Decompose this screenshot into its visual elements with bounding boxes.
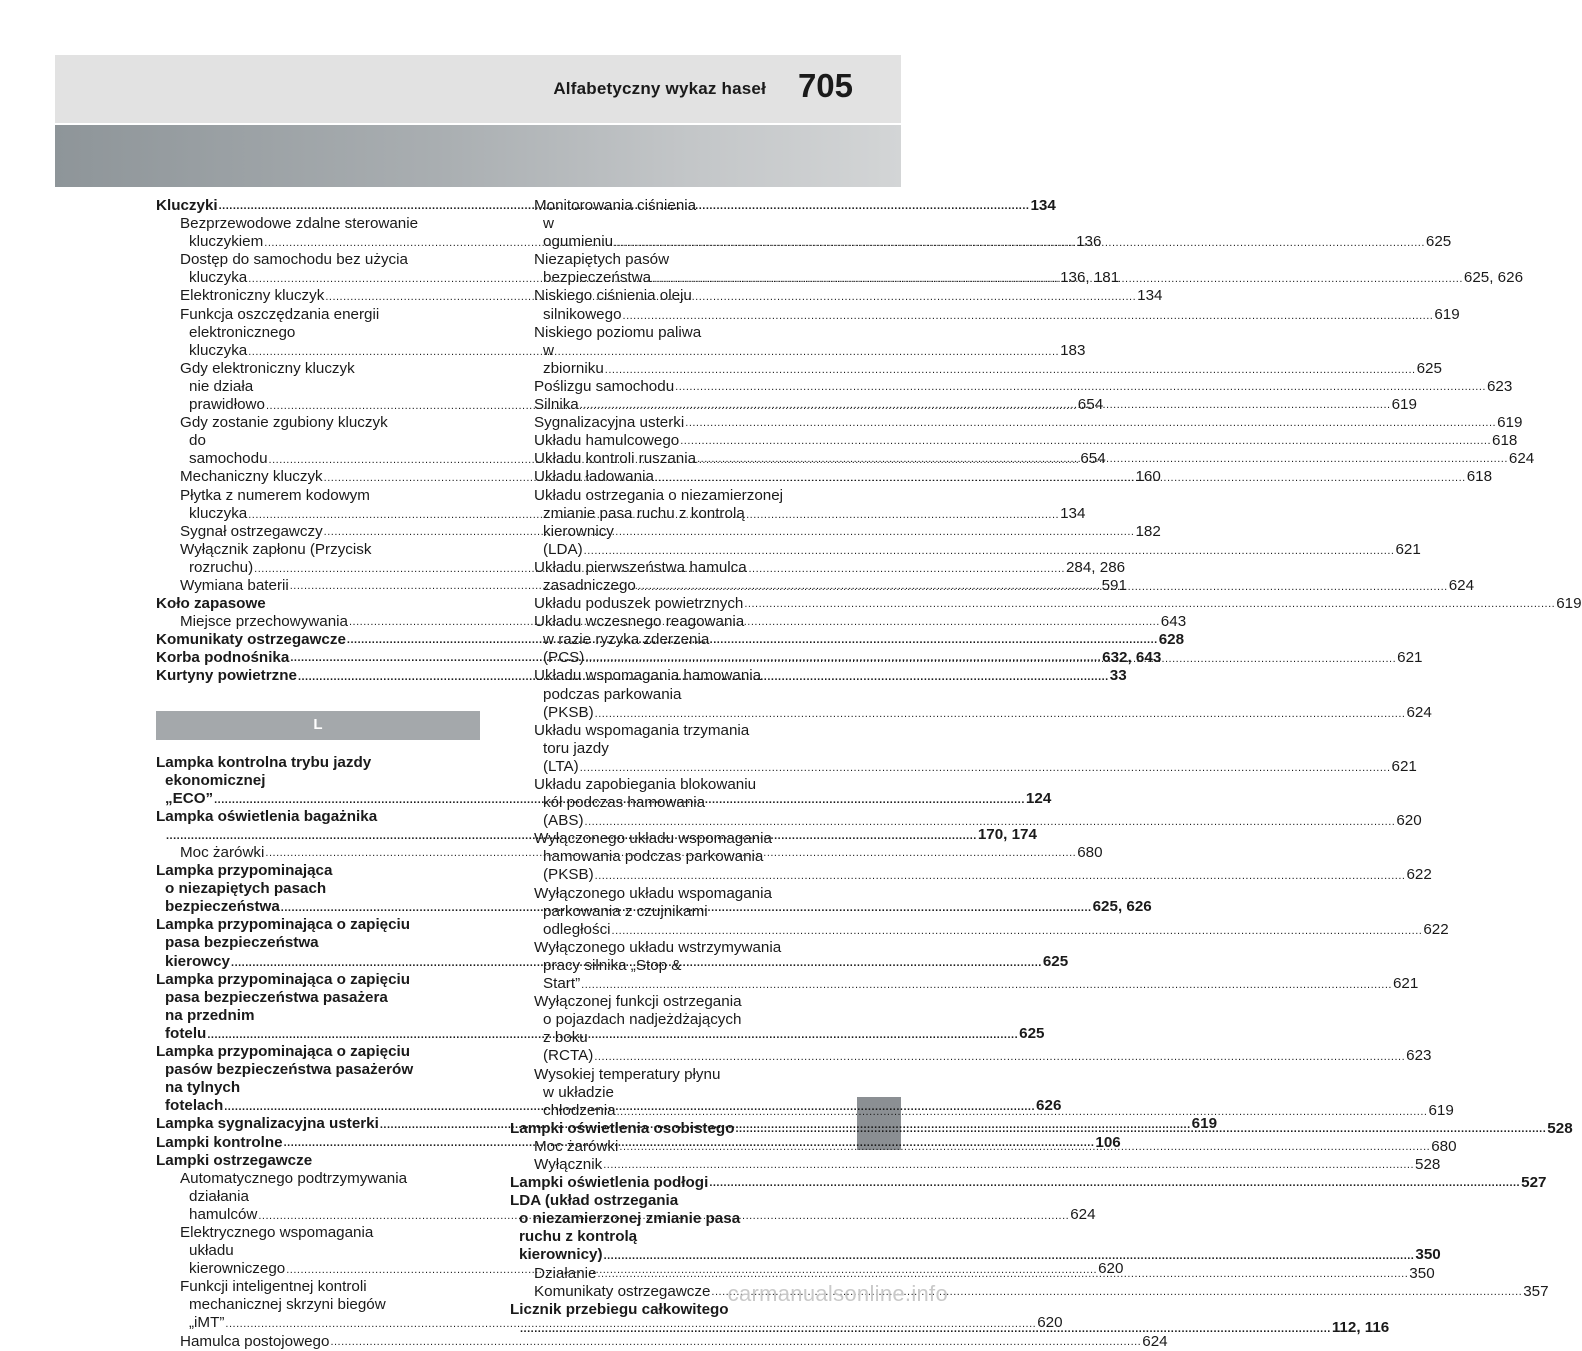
index-entry-text: podczas parkowania (PKSB) — [543, 685, 682, 721]
index-entry-text: Korba podnośnika — [156, 649, 290, 667]
header-title: Alfabetyczny wykaz haseł — [553, 79, 766, 98]
page-reference: 350 — [1409, 1264, 1435, 1282]
page-reference: 619 — [1391, 396, 1417, 414]
page-reference: 621 — [1392, 975, 1419, 993]
index-entry-text: na przednim fotelu — [165, 1006, 255, 1042]
dot-leader — [655, 472, 1466, 484]
dot-leader — [735, 1123, 1546, 1135]
index-entry-text: (PKSB) — [543, 866, 594, 884]
index-entry-text: w razie ryzyka zderzenia — [543, 631, 710, 649]
index-entry-text: bezpieczeństwa — [165, 898, 280, 916]
index-entry-text: Lampki ostrzegawcze — [156, 1151, 313, 1169]
dot-leader — [604, 1250, 1415, 1262]
index-entry-text: Monitorowania ciśnienia — [534, 197, 697, 214]
page-reference: 134 — [1137, 287, 1163, 305]
page-number: 705 — [797, 67, 853, 104]
index-entry-text: Automatycznego podtrzymywania — [180, 1169, 408, 1187]
page-reference: 620 — [1098, 1260, 1124, 1278]
dot-leader — [612, 925, 1423, 937]
index-entry-text: działania hamulców — [189, 1187, 258, 1223]
index-entry-text: Układu ładowania — [534, 468, 654, 486]
index-entry-text: Gdy elektroniczny kluczyk — [180, 359, 355, 377]
index-entry-text: kluczykiem — [189, 233, 264, 251]
page-reference: 619 — [1428, 1101, 1454, 1119]
dot-leader — [619, 1141, 1430, 1153]
dot-leader — [580, 399, 1391, 411]
index-entry-text: Wyłączonego układu wspomagania — [534, 830, 772, 848]
index-entry — [156, 1152, 470, 1170]
page-reference: 106 — [1095, 1133, 1121, 1151]
page-reference: 528 — [1415, 1155, 1441, 1173]
page-reference: 112, 116 — [1331, 1318, 1390, 1336]
page-reference: 625, 626 — [1092, 898, 1152, 916]
index-entry-text: nie działa prawidłowo — [189, 377, 265, 414]
page-reference: 626 — [1036, 1097, 1062, 1115]
page-reference: 628 — [1158, 631, 1185, 649]
index-entry-text: Lampka przypominająca o zapięciu — [156, 1043, 411, 1061]
index-entry-text: kluczyka — [189, 504, 248, 522]
index-entry-text: Lampka kontrolna trybu jazdy — [156, 753, 372, 771]
page-reference: 622 — [1406, 866, 1432, 884]
page-reference: 621 — [1391, 757, 1417, 775]
index-entry-text: Funkcji inteligentnej kontroli — [180, 1278, 367, 1296]
index-entry-text: Elektroniczny kluczyk — [180, 287, 325, 305]
section-letter: L — [313, 715, 323, 733]
page-reference: 680 — [1077, 844, 1103, 861]
index-entry-text: Lampka oświetlenia bagażnika — [156, 807, 378, 825]
dot-leader — [584, 545, 1395, 557]
page-reference: 624 — [1070, 1205, 1096, 1223]
index-entry-text: Moc żarówki — [534, 1137, 619, 1155]
page-reference: 623 — [1486, 377, 1513, 395]
index-entry-text: Poślizgu samochodu — [534, 377, 675, 395]
page-reference: 625 — [1019, 1024, 1045, 1042]
index-entry-text: Niskiego ciśnienia oleju — [534, 287, 692, 305]
decorative-banner — [55, 125, 901, 187]
dot-leader — [581, 979, 1392, 991]
dot-leader — [680, 435, 1491, 447]
index-entry-text: pasów bezpieczeństwa pasażerów — [165, 1061, 414, 1079]
index-entry-text: LDA (układ ostrzegania — [510, 1192, 679, 1210]
index-entry-text: Gdy zostanie zgubiony kluczyk — [180, 414, 388, 432]
dot-leader — [330, 1336, 1141, 1348]
index-entry-text: ruchu z kontrolą kierownicy) — [519, 1228, 638, 1264]
index-entry-text: Wymiana baterii — [180, 576, 289, 594]
page-reference: 643 — [1160, 613, 1187, 631]
index-entry-text: Lampki oświetlenia osobistego — [510, 1119, 735, 1137]
dot-leader — [623, 310, 1434, 322]
index-entry — [510, 1155, 1441, 1174]
dot-leader — [617, 1106, 1428, 1118]
index-entry-text: o niezapiętych pasach — [165, 880, 327, 898]
index-entry-text: Koło zapasowe — [156, 595, 266, 613]
index-entry — [510, 595, 1582, 613]
page-reference: 680 — [1431, 1137, 1457, 1155]
index-entry — [510, 377, 1513, 396]
index-entry-text: Układu wspomagania trzymania — [534, 721, 750, 739]
page-reference: 591 — [1101, 576, 1127, 594]
dot-leader — [697, 453, 1508, 465]
index-entry — [510, 721, 1417, 776]
index-entry-text: Wyłącznik zapłonu (Przycisk — [180, 540, 372, 558]
page-reference: 284, 286 — [1065, 558, 1126, 576]
index-entry-text: zmianie pasa ruchu z kontrolą — [543, 504, 745, 522]
page-reference: 620 — [1396, 812, 1422, 830]
page-reference: 170, 174 — [977, 825, 1037, 843]
page-reference: 622 — [1423, 920, 1449, 938]
dot-leader — [675, 381, 1486, 393]
dot-leader — [520, 1323, 1331, 1335]
index-entry-text: w układzie chłodzenia — [543, 1083, 616, 1119]
page-reference: 160 — [1135, 468, 1161, 486]
index-entry-text: Silnika — [534, 396, 579, 414]
dot-leader — [595, 708, 1406, 720]
index-entry-text: Funkcja oszczędzania energii — [180, 305, 380, 323]
dot-leader — [709, 1177, 1520, 1189]
page-reference: 619 — [1191, 1115, 1218, 1133]
index-entry — [510, 1174, 1547, 1192]
page-reference: 624 — [1406, 703, 1432, 721]
page-reference: 136, 181 — [1060, 269, 1120, 287]
dot-leader — [585, 816, 1396, 828]
index-entry-text: Komunikaty ostrzegawcze — [534, 1282, 711, 1300]
index-entry-text: zasadniczego — [543, 576, 636, 594]
dot-leader — [744, 598, 1555, 610]
dot-leader — [637, 581, 1448, 593]
index-entry-text: ekonomicznej „ECO” — [165, 771, 266, 807]
index-entry-text: mechanicznej skrzyni biegów — [189, 1296, 386, 1314]
index-entry-text: Układu hamulcowego — [534, 432, 680, 450]
index-entry-text: Płytka z numerem kodowym — [180, 486, 370, 504]
page-reference: 183 — [1060, 341, 1086, 359]
page-reference: 654 — [1077, 396, 1104, 414]
index-entry-text: Komunikaty ostrzegawcze — [156, 631, 346, 649]
index-entry-text: Sygnalizacyjna usterki — [534, 414, 685, 432]
index-entry-text: hamowania podczas parkowania — [543, 848, 764, 866]
index-entry-text: Lampka sygnalizacyjna usterki — [156, 1115, 379, 1133]
index-entry-text: Wyłącznik — [534, 1155, 603, 1173]
index-entry-text: Układu ostrzegania o niezamierzonej — [534, 486, 784, 504]
section-letter-bar — [156, 711, 480, 740]
index-entry — [510, 432, 1518, 450]
index-entry-text: pracy silnika „Stop & Start” — [543, 956, 682, 993]
index-entry — [510, 414, 1523, 432]
index-entry-text: Sygnał ostrzegawczy — [180, 522, 323, 540]
index-entry-text: Licznik przebiegu całkowitego — [510, 1300, 729, 1318]
index-entry-text: Lampka przypominająca o zapięciu — [156, 970, 411, 988]
page-reference: 618 — [1492, 432, 1518, 450]
page-reference: 182 — [1135, 522, 1161, 540]
index-entry — [156, 1332, 1168, 1351]
index-entry-text: w ogumieniu — [543, 215, 614, 251]
index-entry-text: Elektrycznego wspomagania — [180, 1223, 374, 1241]
page-reference: 625, 626 — [1463, 269, 1524, 287]
page-reference: 632, 643 — [1102, 649, 1162, 667]
index-entry-text: pasa bezpieczeństwa pasażera — [165, 988, 388, 1006]
index-entry-text: Układu kontroli ruszania — [534, 450, 697, 468]
index-entry-text: Lampki kontrolne — [156, 1133, 283, 1151]
index-entry-text: Lampka przypominająca — [156, 862, 333, 880]
index-entry-text: Mechaniczny kluczyk — [180, 468, 323, 486]
index-entry-text: Wysokiej temperatury płynu — [534, 1065, 721, 1083]
page-reference: 619 — [1556, 595, 1582, 613]
page-reference: 624 — [1142, 1332, 1168, 1350]
index-entry-text: odległości — [543, 920, 611, 938]
page-reference: 620 — [1037, 1314, 1063, 1332]
page-reference: 621 — [1395, 540, 1421, 558]
index-entry-text: do samochodu — [189, 432, 268, 468]
index-entry-text: kół podczas hamowania (ABS) — [543, 794, 706, 830]
index-entry-text: kluczyka — [189, 269, 248, 287]
dot-leader — [585, 653, 1396, 665]
dot-leader — [603, 1159, 1414, 1171]
page-reference: 619 — [1497, 414, 1523, 432]
index-entry-text: układu kierowniczego — [189, 1242, 286, 1278]
index-entry-text: Lampka przypominająca o zapięciu — [156, 916, 411, 934]
page-reference: 357 — [1523, 1282, 1549, 1300]
index-entry-text: Działanie — [534, 1264, 597, 1282]
index-entry-text: Hamulca postojowego — [180, 1332, 330, 1350]
index-entry-text: kierownicy (LDA) — [543, 522, 614, 558]
page-reference: 136 — [1076, 233, 1102, 251]
page-reference: 134 — [1030, 197, 1056, 214]
page-reference: 625 — [1416, 359, 1442, 377]
page-reference: 134 — [1060, 504, 1086, 522]
index-entry-text: silnikowego — [543, 305, 622, 323]
dot-leader — [614, 237, 1425, 249]
index-entry-text: (PCS) — [543, 649, 585, 667]
page-reference: 624 — [1448, 576, 1475, 594]
page-reference: 350 — [1415, 1246, 1441, 1264]
page-reference: 625 — [1042, 952, 1069, 970]
index-entry-text: Wyłączonego układu wstrzymywania — [534, 938, 782, 956]
index-entry-text: z boku (RCTA) — [543, 1029, 594, 1065]
watermark: carmanualsonline.info — [727, 1281, 948, 1306]
index-entry-text: o niezamierzonej zmianie pasa — [519, 1210, 741, 1228]
dot-leader — [595, 870, 1406, 882]
index-entry-text: Układu pierwszeństwa hamulca — [534, 558, 747, 576]
index-entry-text: pasa bezpieczeństwa kierowcy — [165, 934, 319, 970]
index-entry-text: Wyłączonej funkcji ostrzegania — [534, 993, 742, 1011]
index-entry-text: Dostęp do samochodu bez użycia — [180, 251, 408, 269]
dot-leader — [605, 364, 1416, 376]
index-entry-text: Kurtyny powietrzne — [156, 667, 297, 685]
page-reference: 619 — [1434, 305, 1460, 323]
page-reference: 33 — [1109, 667, 1127, 685]
index-entry-text: Układu zapobiegania blokowaniu — [534, 776, 757, 793]
page-reference: 618 — [1466, 468, 1493, 486]
index-entry-text: rozruchu) — [189, 558, 254, 576]
page-reference: 124 — [1025, 789, 1052, 807]
index-entry-text: Układu wspomagania hamowania — [534, 667, 762, 685]
index-entry-text: Układu poduszek powietrznych — [534, 595, 744, 613]
dot-leader — [652, 273, 1463, 285]
dot-leader — [594, 1051, 1405, 1063]
page-reference: 654 — [1080, 450, 1106, 468]
index-entry-text: Niezapiętych pasów — [534, 251, 670, 269]
page-reference: 528 — [1547, 1119, 1573, 1137]
index-entry-text: Moc żarówki — [180, 844, 265, 861]
index-entry-text: Niskiego poziomu paliwa — [534, 323, 702, 341]
dot-leader — [597, 1268, 1408, 1280]
index-entry-text: elektronicznego kluczyka — [189, 323, 296, 359]
page-reference: 624 — [1508, 450, 1535, 468]
index-entry-text: toru jazdy (LTA) — [543, 739, 609, 775]
index-entry — [156, 595, 470, 613]
page-reference: 623 — [1406, 1047, 1432, 1065]
page-reference: 527 — [1521, 1174, 1547, 1192]
page-reference: 625 — [1425, 233, 1452, 251]
index-entry-text: Bezprzewodowe zdalne sterowanie — [180, 215, 419, 233]
dot-leader — [685, 417, 1496, 429]
index-entry-text: o pojazdach nadjeżdżających — [543, 1011, 742, 1029]
dot-leader — [580, 762, 1391, 774]
index-entry-text: Miejsce przechowywania — [180, 613, 348, 631]
index-entry-text: Układu wczesnego reagowania — [534, 613, 745, 631]
index-entry-text: Wyłączonego układu wspomagania — [534, 884, 772, 902]
index-entry-text: parkowania z czujnikami — [543, 902, 708, 920]
page-reference: 621 — [1397, 649, 1423, 667]
header-bar — [55, 55, 901, 123]
index-entry-text: na tylnych fotelach — [165, 1079, 241, 1115]
index-entry-text: w zbiorniku — [543, 341, 604, 377]
index-entry-text: Kluczyki — [156, 197, 218, 214]
index-entry-text: bezpieczeństwa — [543, 269, 652, 287]
index-entry-text: Lampki oświetlenia podłogi — [510, 1174, 709, 1192]
index-entry-text: „iMT” — [189, 1314, 225, 1332]
